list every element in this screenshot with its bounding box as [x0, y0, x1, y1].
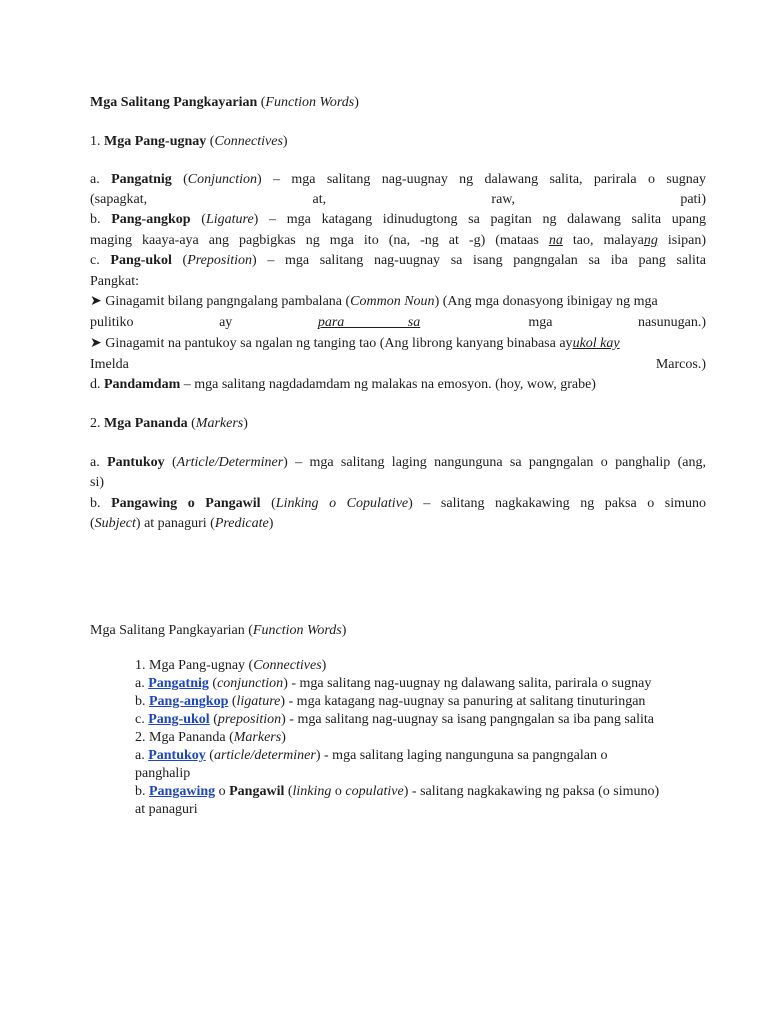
s2-item-pantukoy: a. Pantukoy (article/determiner) - mga salitang laging nangunguna sa pangngalan o: [135, 748, 608, 763]
title-text: Mga Salitang Pangkayarian: [90, 95, 258, 110]
s2-item-pangawing: b. Pangawing o Pangawil (linking o copulative) - salitang nagkakawing ng paksa (o simuno): [135, 784, 660, 799]
item-paren: preposition: [217, 712, 282, 727]
link-pang-ukol[interactable]: Pang-ukol: [148, 712, 210, 727]
item-text: - mga salitang nag-uugnay ng dalawang salita, parirala o sugnay: [291, 676, 652, 691]
item-paren: Ligature: [205, 212, 254, 227]
underlined-example: na: [548, 233, 563, 248]
item-pangatnig-line2: [90, 190, 706, 210]
item-text: at panaguri: [144, 516, 207, 531]
item-prefix: a.: [135, 748, 145, 763]
arrow-bullet-icon: ➤: [90, 336, 102, 351]
bullet-1-line1: [90, 292, 706, 312]
heading-number: 2.: [90, 416, 101, 431]
item-term: Pang-angkop: [111, 212, 191, 227]
item-text: - mga salitang nag-uugnay sa isang pangngalan sa iba pang salita: [289, 712, 654, 727]
title-text: Mga Salitang Pangkayarian: [90, 623, 245, 638]
item-pangatnig-line1: a. Pangatnig (Conjunction) – mga salitang nag-uugnay ng dalawang salita, parirala o sugnay: [90, 172, 706, 187]
item-prefix: b.: [90, 212, 101, 227]
item-paren: Subject: [94, 516, 136, 531]
item-term: Pandamdam: [104, 377, 181, 392]
s2-item-pangawing-line2: [135, 801, 715, 819]
bullet-2-line2: [90, 355, 706, 375]
item-paren: Predicate: [214, 516, 269, 531]
item-pantukoy-line1: a. Pantukoy (Article/Determiner) – mga salitang laging nangunguna sa pangngalan o panghalip (ang,: [90, 455, 706, 470]
item-pantukoy-line2: [90, 473, 706, 493]
s2-heading-pananda: 2. Mga Pananda (Markers): [135, 730, 286, 745]
item-paren: Conjunction: [187, 172, 258, 187]
item-term: Pangatnig: [111, 172, 172, 187]
heading-paren: Markers: [233, 730, 282, 745]
item-prefix: b.: [90, 496, 101, 511]
heading-number: 1.: [90, 134, 101, 149]
item-paren: Article/Determiner: [176, 455, 284, 470]
heading-label: 2. Mga Pananda: [135, 730, 226, 745]
bullet-text: Ginagamit bilang pangngalang pambalana (: [105, 294, 351, 309]
arrow-bullet-icon: ➤: [90, 294, 102, 309]
s2-item-pang-ukol: c. Pang-ukol (preposition) - mga salitang nag-uugnay sa isang pangngalan sa iba pang salita: [135, 712, 654, 727]
item-pang-angkop-line1: b. Pang-angkop (Ligature) – mga katagang idinudugtong sa pagitan ng dalawang salita upang: [90, 212, 706, 227]
item-pang-ukol-line2: [90, 272, 706, 292]
link-pantukoy[interactable]: Pantukoy: [148, 748, 206, 763]
item-text: – mga salitang nag-uugnay sa isang pangngalan sa iba pang salita: [267, 253, 706, 268]
section2-title: Mga Salitang Pangkayarian (Function Words): [90, 623, 347, 638]
item-text: - mga katagang nag-uugnay sa panuring at salitang tinuturingan: [288, 694, 646, 709]
item-pangawing-line1: b. Pangawing o Pangawil (Linking o Copulative) – salitang nagkakawing ng paksa o simuno: [90, 496, 707, 511]
item-prefix: a.: [135, 676, 145, 691]
link-pangawing[interactable]: Pangawing: [149, 784, 216, 799]
item-text: – mga katagang idinudugtong sa pagitan ng dalawang salita upang: [269, 212, 706, 227]
title-paren: Function Words: [252, 623, 342, 638]
item-text: o: [218, 784, 226, 799]
item-term: Pang-ukol: [110, 253, 172, 268]
item-text: si): [90, 475, 104, 490]
bullet-word: pulitiko: [90, 315, 134, 330]
bullet-word: Marcos.): [655, 357, 706, 372]
heading-label: 1. Mga Pang-ugnay: [135, 658, 246, 673]
s2-item-pang-angkop: b. Pang-angkop (ligature) - mga katagang nag-uugnay sa panuring at salitang tinuturingan: [135, 694, 646, 709]
link-pangatnig[interactable]: Pangatnig: [148, 676, 209, 691]
item-prefix: c.: [135, 712, 145, 727]
item-text: - salitang nagkakawing ng paksa (o simuno): [411, 784, 660, 799]
item-prefix: b.: [135, 694, 146, 709]
item-prefix: d.: [90, 377, 101, 392]
underlined-example: ng: [643, 233, 658, 248]
bullet-2-line1: [90, 334, 706, 354]
underlined-example: ukol kay: [572, 336, 620, 351]
item-text: Pangkat:: [90, 274, 139, 289]
example-word: at,: [312, 192, 327, 207]
bullet-word: Imelda: [90, 357, 129, 372]
item-text: maging kaaya-aya ang pagbigkas ng mga ito (na, -ng at -g) (mataas: [90, 233, 539, 248]
item-pang-angkop-line2: [90, 231, 706, 251]
bullet-1-text: [90, 292, 658, 312]
item-pang-ukol-line1: c. Pang-ukol (Preposition) – mga salitang nag-uugnay sa isang pangngalan sa iba pang salita: [90, 253, 706, 268]
heading-pang-ugnay: 1. Mga Pang-ugnay (Connectives): [90, 134, 288, 149]
item-text: o: [334, 784, 342, 799]
bullet-paren: Common Noun: [350, 294, 435, 309]
item-text: panghalip: [135, 766, 191, 781]
bullet-text: ) (Ang mga donasyong ibinigay ng mga: [434, 294, 658, 309]
item-paren: Linking o Copulative: [275, 496, 409, 511]
s2-item-pangatnig: a. Pangatnig (conjunction) - mga salitang nag-uugnay ng dalawang salita, parirala o sugnay: [135, 676, 652, 691]
heading-pananda: 2. Mga Pananda (Markers): [90, 416, 248, 431]
item-pangawing-line2: (Subject) at panaguri (Predicate): [90, 516, 274, 531]
bullet-text: Ginagamit na pantukoy sa ngalan ng tanging tao (Ang librong kanyang binabasa ay: [105, 336, 573, 351]
heading-paren: Connectives: [253, 658, 322, 673]
item-paren: ligature: [236, 694, 281, 709]
example-word: pati): [680, 192, 706, 207]
s2-heading-pang-ugnay: 1. Mga Pang-ugnay (Connectives): [135, 658, 327, 673]
s2-item-pantukoy-line2: [135, 765, 715, 783]
item-text: at panaguri: [135, 802, 198, 817]
item-prefix: a.: [90, 172, 100, 187]
item-prefix: b.: [135, 784, 146, 799]
item-text: isipan): [667, 233, 707, 248]
bullet-word: ay: [219, 315, 233, 330]
example-word: raw,: [491, 192, 515, 207]
section1-title: Mga Salitang Pangkayarian (Function Words): [90, 95, 359, 110]
item-text: – mga salitang nagdadamdam ng malakas na emosyon. (hoy, wow, grabe): [183, 377, 596, 392]
title-paren: Function Words: [265, 95, 355, 110]
link-pang-angkop[interactable]: Pang-angkop: [149, 694, 229, 709]
item-term: Pangawing o Pangawil: [111, 496, 261, 511]
bullet-1-line2: [90, 313, 706, 333]
item-prefix: c.: [90, 253, 100, 268]
heading-label: Mga Pananda: [104, 416, 188, 431]
item-paren: article/determiner: [213, 748, 316, 763]
item-paren: Preposition: [187, 253, 252, 268]
bullet-word: nasunugan.): [637, 315, 706, 330]
item-text: – mga salitang laging nangunguna sa pangngalan o panghalip (ang,: [295, 455, 706, 470]
heading-paren: Markers: [195, 416, 244, 431]
item-text: - mga salitang laging nangunguna sa pangngalan o: [324, 748, 608, 763]
heading-label: Mga Pang-ugnay: [104, 134, 207, 149]
item-term: Pangawil: [229, 784, 285, 799]
item-prefix: a.: [90, 455, 100, 470]
item-text: tao, malaya: [572, 233, 644, 248]
item-text: – mga salitang nag-uugnay ng dalawang salita, parirala o sugnay: [273, 172, 706, 187]
item-paren: linking: [292, 784, 332, 799]
underlined-example: para sa: [317, 315, 421, 330]
heading-paren: Connectives: [214, 134, 283, 149]
item-term: Pantukoy: [107, 455, 165, 470]
bullet-word: mga: [528, 315, 553, 330]
item-pandamdam: [90, 375, 706, 395]
example-word: (sapagkat,: [90, 192, 148, 207]
item-paren: copulative: [345, 784, 404, 799]
item-text: – salitang nagkakawing ng paksa o simuno: [423, 496, 707, 511]
item-paren: conjunction: [217, 676, 284, 691]
